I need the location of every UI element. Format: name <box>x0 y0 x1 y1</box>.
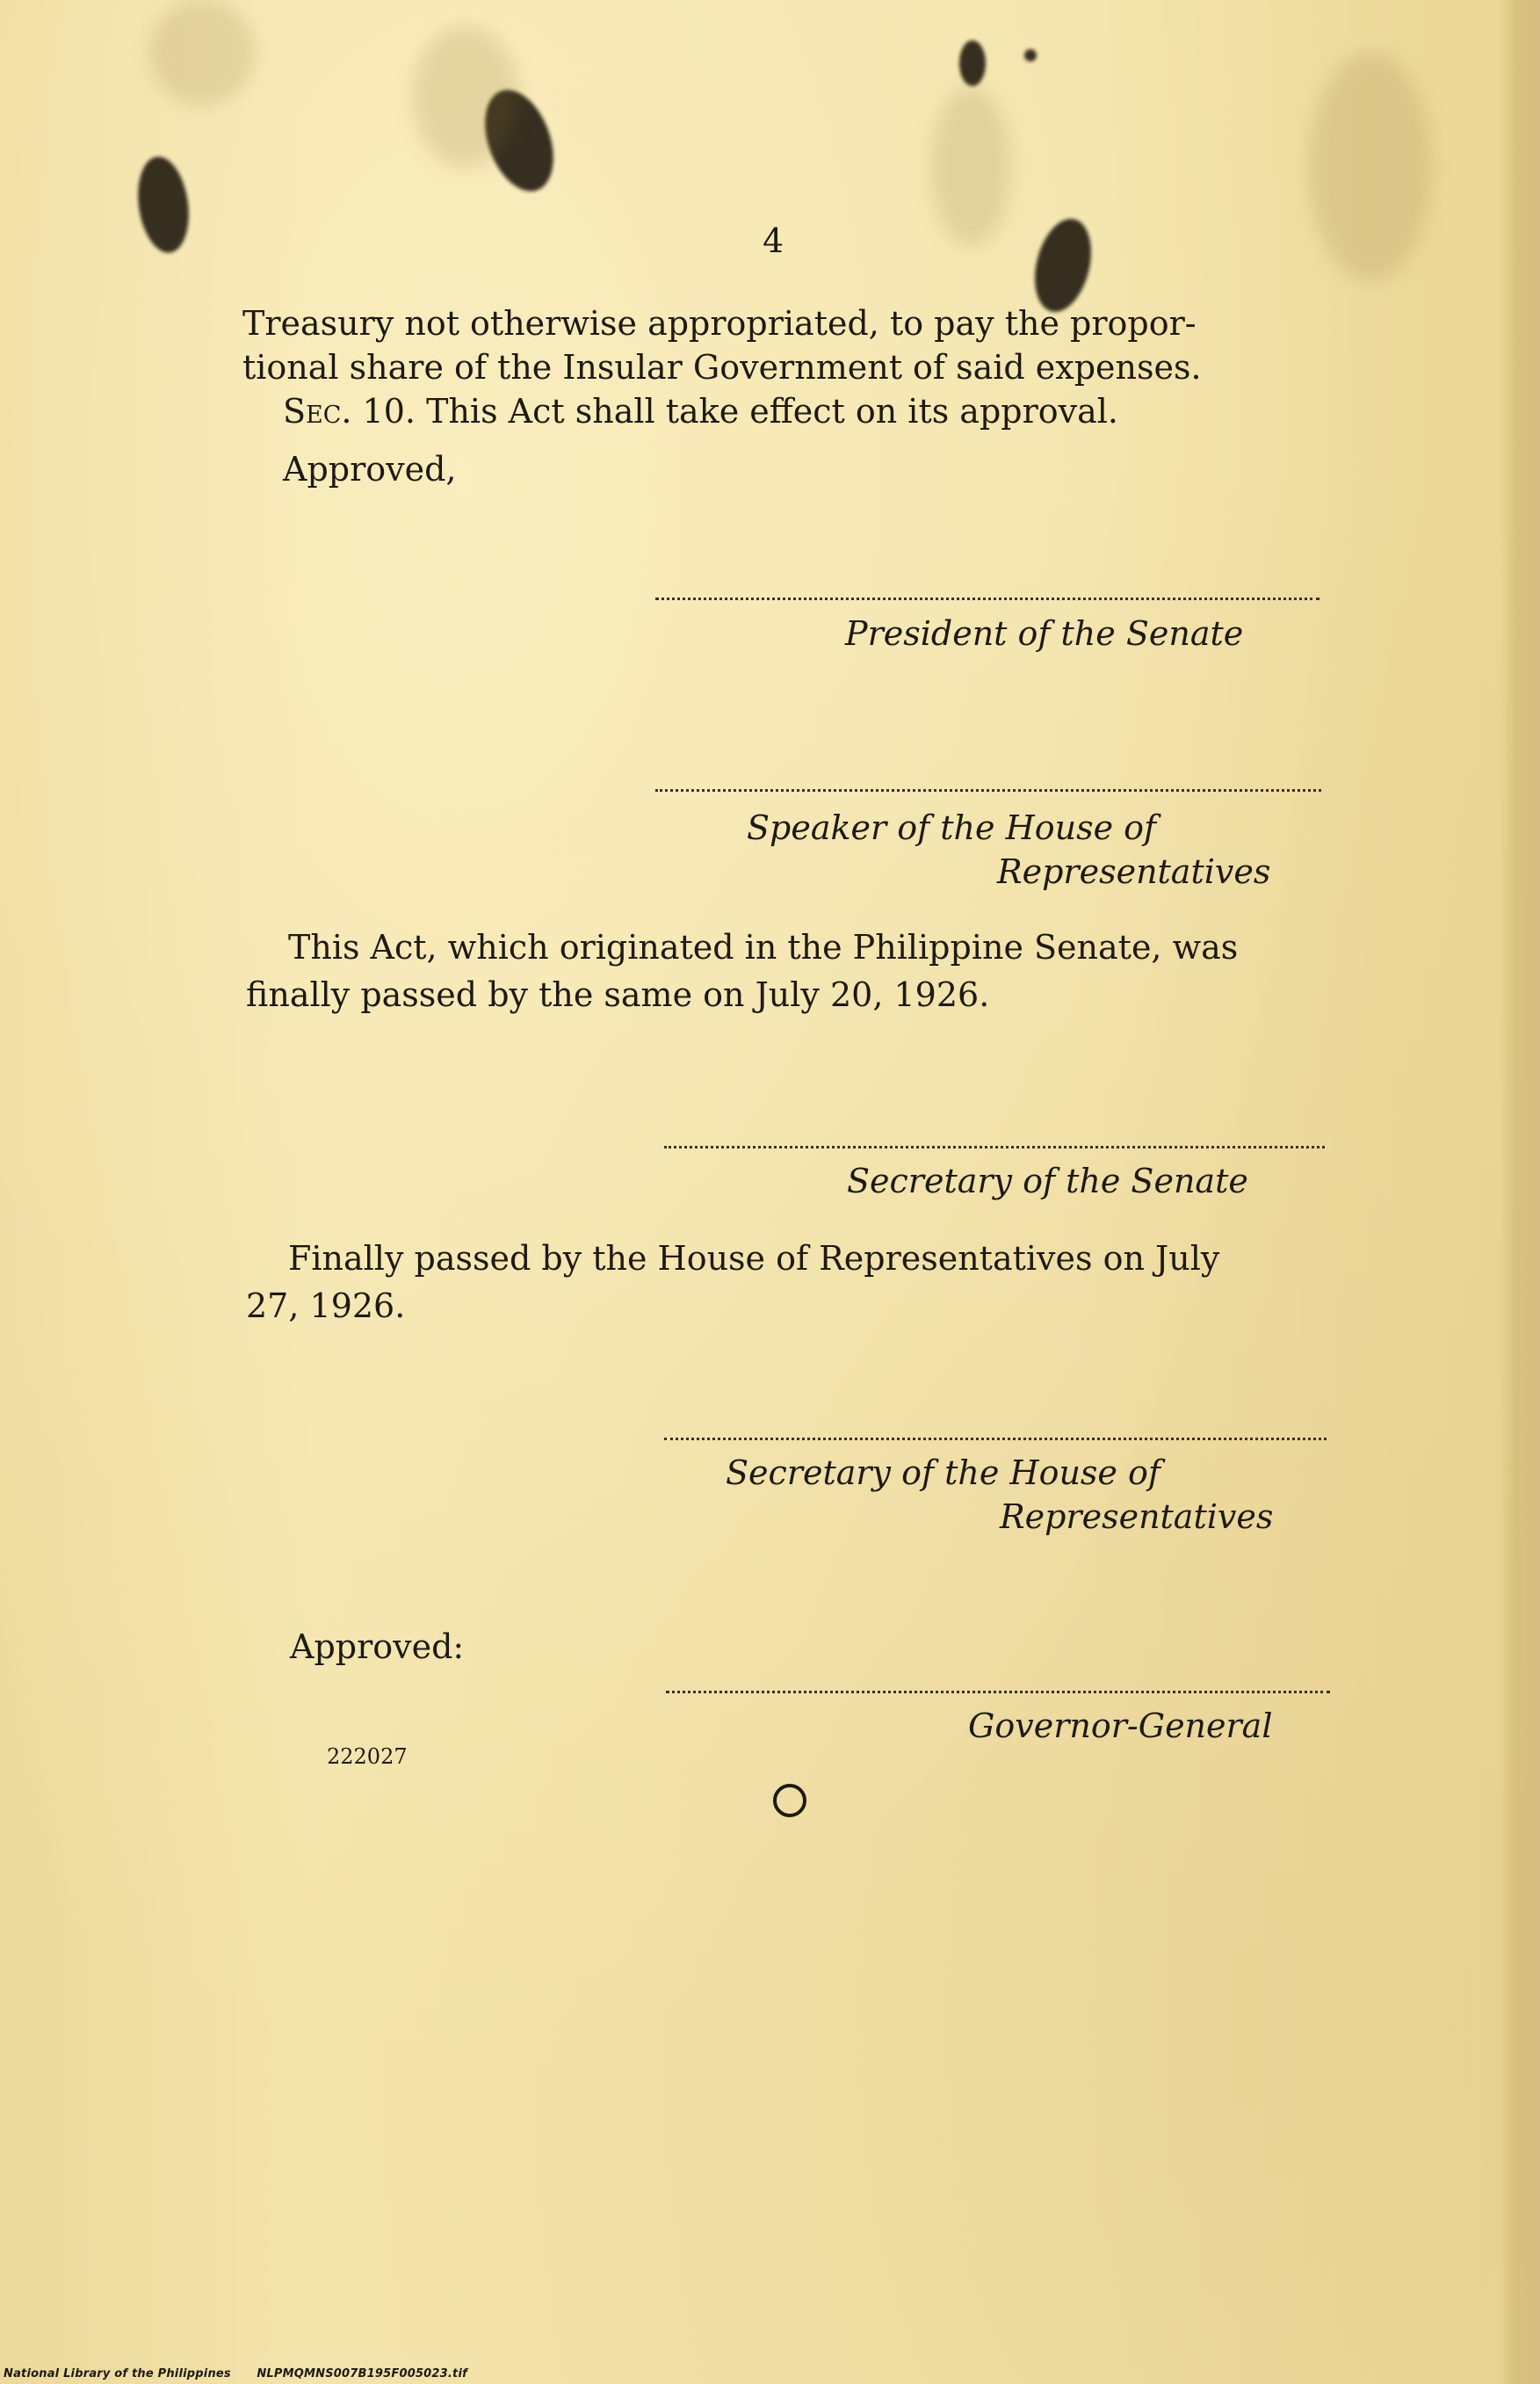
stain-smudge <box>149 0 255 105</box>
archive-footer <box>4 2367 467 2380</box>
house-certification-line: Finally passed by the House of Representatives on July <box>288 1239 1220 1278</box>
signature-line-speaker <box>655 789 1321 792</box>
page-number: 4 <box>763 221 784 260</box>
library-name: National Library of the Philippines <box>4 2367 231 2380</box>
signature-label-secretary-senate: Secretary of the Senate <box>847 1162 1248 1200</box>
signature-label-president: President of the Senate <box>845 614 1244 653</box>
file-name: NLPMQMNS007B195F005023.tif <box>257 2367 467 2380</box>
stain-smudge <box>413 26 518 167</box>
section-label: Sec. 10. <box>283 392 416 431</box>
body-line: Treasury not otherwise appropriated, to pay the propor- <box>242 304 1197 343</box>
stain-smudge <box>1309 53 1432 281</box>
approved-label: Approved: <box>290 1627 465 1666</box>
signature-line-secretary-senate <box>664 1146 1325 1149</box>
signature-label-speaker: Speaker of the House of <box>747 808 1157 847</box>
approved-heading: Approved, <box>283 450 457 489</box>
section-10 <box>283 390 1118 432</box>
signature-line-president <box>655 598 1319 600</box>
signature-line-secretary-house <box>664 1438 1327 1440</box>
house-certification-line: 27, 1926. <box>246 1286 406 1325</box>
ink-stain <box>133 154 195 257</box>
circle-mark <box>773 1784 806 1817</box>
ink-stain <box>959 40 986 86</box>
signature-label-governor: Governor-General <box>968 1706 1273 1745</box>
ink-stain <box>1024 49 1037 62</box>
signature-label-secretary-house: Secretary of the House of <box>726 1453 1160 1492</box>
senate-certification-line: This Act, which originated in the Philippine Senate, was <box>288 928 1239 967</box>
signature-label-secretary-house-2: Representatives <box>1000 1497 1274 1536</box>
section-text: This Act shall take effect on its approval. <box>426 392 1118 431</box>
page-edge-shadow <box>1500 0 1540 2384</box>
body-line: tional share of the Insular Government of said expenses. <box>242 348 1202 387</box>
document-number: 222027 <box>327 1744 408 1769</box>
senate-certification-line: finally passed by the same on July 20, 1926. <box>246 975 990 1014</box>
signature-line-governor <box>666 1691 1330 1693</box>
signature-label-speaker-2: Representatives <box>997 852 1271 891</box>
stain-smudge <box>931 88 1010 246</box>
